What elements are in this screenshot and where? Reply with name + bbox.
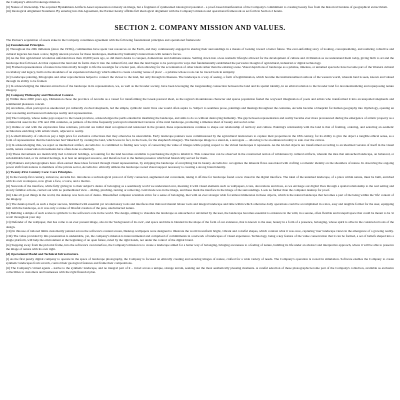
clause: (v) In acknowledging the inherent extraction of the landscape in its representation, we, as well as the broader society, have been leveraging the longstanding connection between the land and its spatial identity, in an ethical relation to the broader land for decontextualizing and repurposing nature imagery.	[6, 83, 394, 92]
subsection-heading: (c) Twenty-First Century Core: Core Principles.	[6, 170, 73, 175]
clause: (i) As the first purely digital company to operate in the space of landscape photography, the Company is focused on ethically creating and securing images of nature, crafted for a wide variety of needs. The Company's operation is rooted in simulation. Software enables the Company to create synthetic landscapes from scratch, control their geological features and frame their compositions.	[6, 256, 394, 266]
clause: (viii) Painters and photographers have often earned these ideas forward through visual representation, by stripping the landscape of everything but its beauty. Arcadia Inc. recognizes the inherent flaws associated with crafting a romantic identity on the shoulders of nature. In observing the ongoing power shift from nations to members of the private sector, Arcadia Inc. ethically utilizes the landscape rooted visual support necessary to creating a strong brand identity.	[6, 160, 394, 170]
clause: (viii) The value provided by this presentation is undeniable, yet, the company's mission is intercontinental and comprised of commitments in a network of landscapes of visual experience. Technology, being a key feature of the value conservation that it can be formed, a set of beliefs shaped into a single platform, will help the environment at the beginning of an open future, ruled by the right hands, not under the control of the digital brand.	[6, 233, 394, 243]
clause: (iii) Framed representations of nature have historically brought to life the nostalgia for a better past, often allowing for the accentuation of other ideals rather than the existing scene. Visual depictions of landscape as a pristine, timeless, or untamed spectacle have become part of the Western cultural vocabulary and legacy, built on the shoulders of an experienced ideology which aimed to create a lasting 'sense of place' – a pristine whose roots can be traced back in antiquity.	[6, 65, 394, 74]
clause: (iv) Online or and with the exploration false relations, pictorial are initial ideal recognized and tensioned in the ground, these representations continue to shape our relationship of territory and culture. Painting's relationship with the land is that of framing, ordering, and selecting an aesthetic architecture enriching with artistic merit, adjacent to reality.	[6, 124, 394, 133]
clause: (ii) Stewards of the interface, while fully giving in to their subject's desire of belonging as a seamlessly world we understand ever, meaning it with visual elements such as wallpapers, icons, decorations and more, as we envisage our digital lives through a spatial relationship to the real setting and slowly familiar actions, carried out with no premeditated view – sliding, pinching, turning or removing. Grid mode was in the image, and these mark the interface in the image of the surroundings. Look no further than the computer desktop for proof.	[6, 183, 394, 193]
opening-clause: (ii) Nature of Ownership. The acquired Hyakkimaru Artifacts Asset represents not merely an image, but a fragment of synthesized ideological potential – a proof-based manifestation of the Company's commitment to creating beauty free from the historical burdens of geographical extractivism.	[6, 4, 388, 9]
opening-clauses	[6, 0, 394, 14]
clause: (iii) The Company, whose name pays respect to the Greek province, acknowledges the perils entailed in idealizing the landscape, and aims to do so without destroying humanity. The gap between representation and reality became ever more pronounced during the emergence of artistic property as a commercial asset in the 17th and 18th centuries, as painters of the time frequently portrayed romanticized versions of the rural landscape, promoting a timeless ideal of beauty and social order.	[6, 115, 394, 124]
subsection-heading: (d) Operational Model and Technical Infrastructure.	[6, 252, 79, 257]
clause: (ix) Stepping away from the pictorial frame, into the software's own interface, the Company's mission is to create a landscape aimed for a better way of belonging, bringing awareness to a feeling of nature, building its life under an abstract and interpretive approach, where it will be able to preserve the image of nature with its own right.	[6, 243, 394, 252]
clause: (iv) The desktop itself, as such a major success, brimmed with essential yet revolutionary tools and interfaces that mirrored mental labour tools and integral landscape and time within which otherwise daily operations could be accomplished in a nice, easy and tangible format for the user, equipping him with the landscape, as it was only a stroke of blissful creation of the pure, unobstructed nature.	[6, 202, 394, 211]
clause: (i) In the twenty-first century, tomorrow, Arcadia Inc. introduces a technological protocol of fully connected, augmented and convenient, taking it off-line for landscape found a new visual in the digital interface. The ideal of the untamed landscape, of a place within nature, must be built, enriched with its own workspace, now given a face, a voice, and a motive.	[6, 174, 394, 184]
clause: (ii) The Company's virtual agents – native to the synthetic landscape, and no integral part of it – travel across a unique, strange terrain, seeking out the most aesthetically pleasing moments. A careful selection of these photographs become part of the Company's collection, available as exclusive collectibles to customers and businesses with the right financial plan.	[6, 265, 394, 275]
clause: (iv) Landscape painting, lithographs and other reproductions helped to connect the viewer to the land, but only through its likeness. The landscape is a way of seeing, a form of legitimization, which became the institutionalized outlook of the western world, wherein land is seen, known and valued through its ability to be framed.	[6, 74, 394, 83]
clause: (vii) In this use of tailored limits customarily painted across the software's content screen, Desktop wallpapers were designed to illustrate the world in uniform bright, vibrant and colorful shapes, which contrast what it was once, capturing 'true' landscape views in the emergence of a growing reality.	[6, 229, 394, 234]
section-intro: The Partner's acquisition of assets stake in the Company constitutes agreement with the following foundational principles and operational framework:	[6, 37, 201, 42]
clause: (i) Within three 2000 years ago, Dimension chose the province of Arcadia as a vessel for transforming the Greek pastoral ideal, as the region's mountainous character and sparse population fueled the wayward imagination of poets and artists who transformed it into an unspoiled shepherds and sentimental pleasures conceit.	[6, 97, 394, 106]
section-title: SECTION 2. COMPANY MISSION AND VALUES.	[114, 23, 286, 32]
clause: (vii) These movements are inextricably tied to historic holdings, accounting for the land becomes available to purchasing the right to inhabit it. This connection can be observed in the constructed notion of wilderness by cultural artifacts, wherein the idea that untouched landscape, on balanced, or sub-habitable land, or its cultural heritage, is at best an untapped resource, and therefore lost to the human presence which had historically served for them.	[6, 151, 394, 161]
subsection-heading: (a) Foundational Principles.	[6, 42, 45, 47]
subsection-heading: (b) Company Philosophy and Historical Context.	[6, 92, 74, 97]
clause: (ii) Arcadians, often portrayed as uneducated yet culturally evolved shepherds, led the simple, symbolic rustic lives one would often aspire to. Subject to seamless prose, paintings and musings throughout the centuries, Arcadia became a blueprint for human geography into mythology, opening an ever resonating and bestowed landscape reality and representation.	[6, 106, 394, 115]
clause: (i) Throughout the 20th millennia (since the 1930s), communities have spent vast resources on the Earth, and they continuously engaged in sharing their surroundings in a means of looking toward a better future. The ever-unfolding story of looking, conceptualizing, and realizing collective and cultural legacies has been a slow, highly uneven process for these landscapes, mediated by humanity's interactions with nature's forces.	[6, 47, 394, 56]
opening-clause: (iii) Ideological Alignment Statement. By entering into this Agreement, the Partner hereby affirms full ideological alignment with the Company's mission and operational framework as set forth in Section 2 herein.	[6, 9, 283, 14]
clause: (ii) As the first agricultural revolution unfolded more than 10,000 years ago, so did man's desire to conquer, domesticate and dominate nature. Settling down into a less nomadic lifestyle allowed for the development of culture and civilization as we understand them today, giving birth to art and the landscape that followed. Art that captured the land and its forms drew it into the cultural fold, and thus the land began to be portrayed in ways that fundamentally established the pervasive thought of agricultural, industrial or digital technology.	[6, 56, 394, 65]
clause: (vi) Defender of the wallpaper, that has come to an ever present image, also in the 'background of its own', and space and time is blended in the shape of the form of our existence, that is known to the user, beauty in a form of a presence, belonging, whose spirit is alive in the constructed tools of the design.	[6, 220, 394, 229]
clause: (v) A small minority of collectors pay a high price for exclusive collections that may otherwise be unavailable. Early landscape painters were commissioned by the agricultural landowners to capture their properties in the 18th century, for its ability to give the object a tangible ethical sense, as a form of representation that the landowner had 'inherited' by owning the land, which were in fact, in the book, for the shepherd's imagery. The landscape image is a stand-in, a surrogate — allowing to be an enhanced reality to sale over the canvas.	[6, 133, 394, 143]
clause: (v) Building a simple of such scales is symbolic to the software's role in the world. The design, aiming to visualize the landscape as untouched or unvisited by the user, the landscape becomes essential to existence in the wild, in a serene, often flexible and tranquil space that could be meant to be 'at work' throughout your day.	[6, 211, 394, 220]
opening-clause: the Company's ethical brokerage mission.	[6, 0, 61, 4]
section-body	[6, 38, 394, 275]
clause: (vi) In acknowledging this, we reject as intellectual artifact, Arcadia Inc. is committed to finding new ways of conserving the value of images while paying respect to the virtual landscapes it represents. As the Global objects are transformed according to an idealized version of itself in the visual realm, nature conservation movements have often done so elusively.	[6, 142, 394, 152]
clause: (iii) Like all good things in the world, the desktop was born out of desire. Dissatisfied computer scientists strive for a sense of belonging, met with an ever stronger wish for utmost immersion in these objects, which is the natural landscape that becomes a part of the being within the 'life' context of the imagery.	[6, 192, 394, 202]
